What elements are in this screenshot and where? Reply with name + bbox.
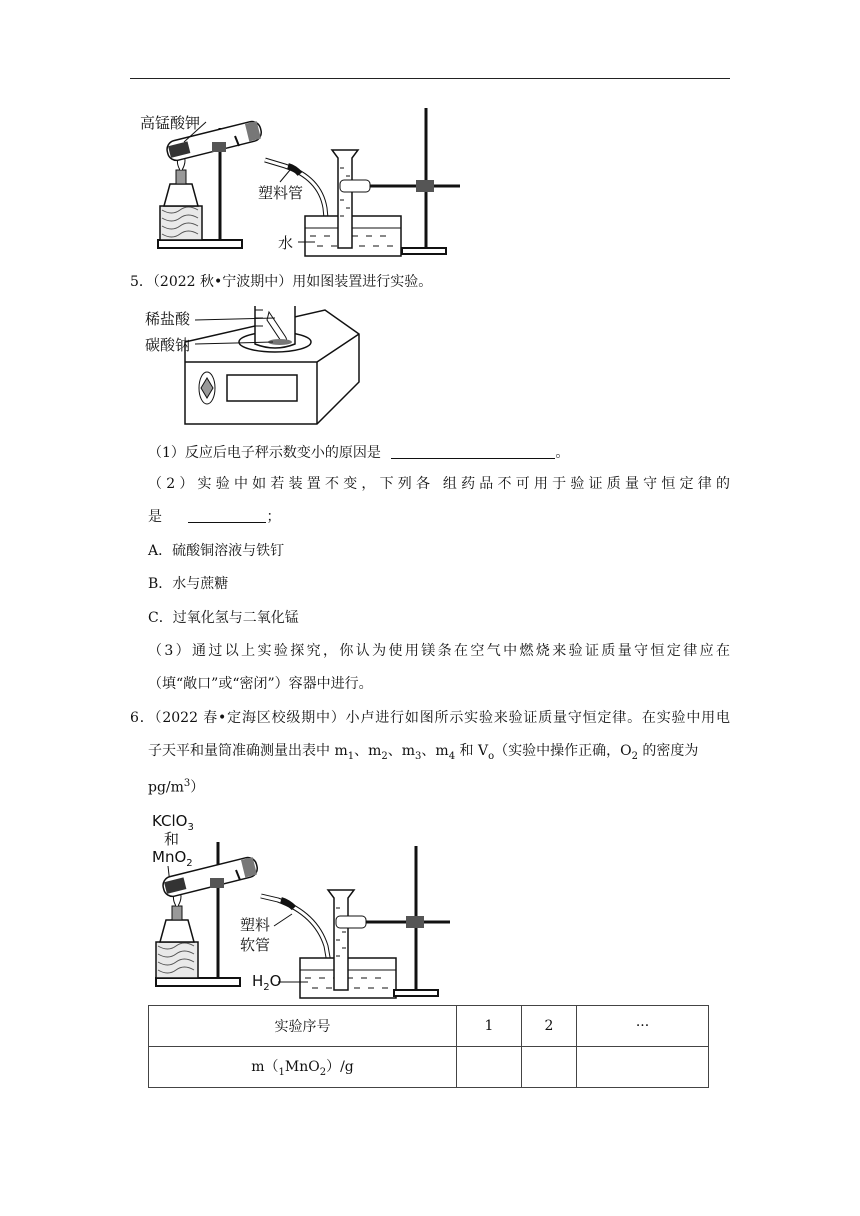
label-dilute-hcl: 稀盐酸 [145, 310, 191, 328]
header-rule [130, 78, 730, 79]
label-mno2: MnO$_2$ [152, 848, 193, 869]
q5-part2-line1: （2）实验中如若装置不变，下列各 组药品不可用于验证质量守恒定律的 [148, 476, 730, 492]
q5-part1: （1）反应后电子秤示数变小的原因是 。 [148, 445, 570, 461]
q5-option-b: B．水与蔗糖 [148, 576, 229, 592]
table-cell[interactable] [522, 1047, 577, 1088]
table-header-seq: 实验序号 [149, 1006, 457, 1047]
q6-stem-line3: $pg/m^3$） [148, 778, 205, 796]
q6-stem-line2: 子天平和量筒准确测量出表中 $m_1$、$m_2$、$m_3$、$m_4$ 和 $V_o$（实验中操作正确，$O_2$ 的密度为 [148, 743, 699, 762]
q5-stem: 5．（2022 秋•宁波期中）用如图装置进行实验。 [130, 274, 433, 290]
table-cell[interactable] [577, 1047, 709, 1088]
label-plastic-tube: 塑料管 [258, 184, 304, 202]
label-h2o: $H_2O$ [252, 972, 282, 993]
label-soft-tube-2: 软管 [240, 936, 271, 954]
table-row [149, 1006, 709, 1047]
q5-part3-line1: （3）通过以上实验探究，你认为使用镁条在空气中燃烧来验证质量守恒定律应在 [148, 643, 730, 659]
figure-balance-apparatus [145, 300, 365, 428]
q5-part2-blank[interactable] [188, 508, 266, 523]
table-cell[interactable] [457, 1047, 522, 1088]
q6-data-table [148, 1005, 709, 1088]
label-and: 和 [164, 830, 180, 848]
q5-part1-blank[interactable] [391, 444, 555, 459]
figure-kmno4-apparatus [140, 98, 470, 258]
table-row [149, 1047, 709, 1088]
figure-kclo3-apparatus [148, 810, 468, 1000]
q5-option-c: C．过氧化氢与二氧化锰 [148, 610, 299, 626]
q5-part2-line2: 是 ； [148, 509, 281, 525]
label-water: 水 [278, 234, 294, 252]
q5-part3-line2: （填“敞口”或“密闭”）容器中进行。 [148, 676, 373, 692]
table-header-more: ··· [577, 1006, 709, 1047]
table-header-1: 1 [457, 1006, 522, 1047]
label-soft-tube-1: 塑料 [240, 916, 271, 934]
q6-stem-line1: 6．（2022 春•定海区校级期中）小卢进行如图所示实验来验证质量守恒定律。在实验中用电 [130, 710, 730, 726]
q5-option-a: A．硫酸铜溶液与铁钉 [148, 543, 285, 559]
table-header-2: 2 [522, 1006, 577, 1047]
table-cell-m-mno2: $m(_1MnO_2)/g$ [149, 1047, 457, 1088]
label-kmno4: 高锰酸钾 [140, 114, 201, 132]
label-sodium-carbonate: 碳酸钠 [145, 336, 191, 354]
label-kclo3: KClO$_3$ [152, 812, 194, 833]
